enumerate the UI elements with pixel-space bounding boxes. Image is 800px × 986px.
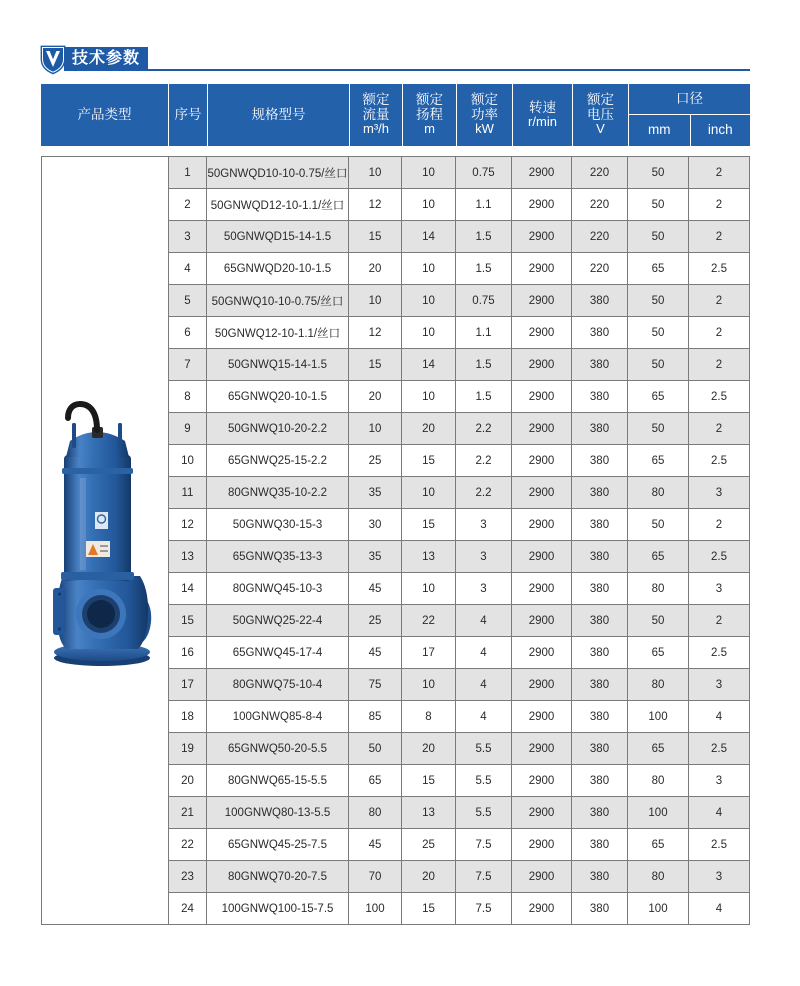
- cell-index: 19: [169, 733, 207, 765]
- cell-model: 65GNWQ45-25-7.5: [207, 829, 349, 861]
- cell-index: 15: [169, 605, 207, 637]
- table-header: [41, 84, 750, 146]
- cell-model: 80GNWQ75-10-4: [207, 669, 349, 701]
- cell-voltage: 380: [572, 701, 628, 733]
- cell-index: 24: [169, 893, 207, 925]
- cell-speed: 2900: [512, 573, 572, 605]
- header-bore-inch: inch: [690, 115, 751, 146]
- cell-speed: 2900: [512, 445, 572, 477]
- cell-power: 7.5: [456, 829, 512, 861]
- cell-head: 10: [402, 285, 456, 317]
- table-row: [169, 477, 750, 509]
- cell-index: 4: [169, 253, 207, 285]
- cell-power: 1.5: [456, 349, 512, 381]
- table-row: [169, 413, 750, 445]
- cell-index: 2: [169, 189, 207, 221]
- cell-flow: 70: [349, 861, 402, 893]
- header-product-type: [41, 84, 168, 146]
- cell-flow: 35: [349, 477, 402, 509]
- cell-model: 80GNWQ35-10-2.2: [207, 477, 349, 509]
- cell-voltage: 220: [572, 253, 628, 285]
- cell-head: 25: [402, 829, 456, 861]
- cell-bore-inch: 2.5: [689, 381, 750, 413]
- cell-index: 20: [169, 765, 207, 797]
- header-speed: [512, 84, 572, 146]
- cell-flow: 85: [349, 701, 402, 733]
- cell-model: 50GNWQ12-10-1.1/丝口: [207, 317, 349, 349]
- cell-bore-inch: 3: [689, 573, 750, 605]
- cell-index: 6: [169, 317, 207, 349]
- cell-speed: 2900: [512, 413, 572, 445]
- cell-speed: 2900: [512, 765, 572, 797]
- cell-speed: 2900: [512, 317, 572, 349]
- cell-speed: 2900: [512, 157, 572, 189]
- table-row: [169, 797, 750, 829]
- cell-power: 1.5: [456, 381, 512, 413]
- cell-power: 3: [456, 509, 512, 541]
- cell-speed: 2900: [512, 669, 572, 701]
- cell-speed: 2900: [512, 221, 572, 253]
- header-bore-units: [629, 115, 750, 146]
- cell-index: 7: [169, 349, 207, 381]
- cell-index: 9: [169, 413, 207, 445]
- cell-power: 4: [456, 669, 512, 701]
- cell-bore-mm: 65: [628, 733, 689, 765]
- cell-index: 8: [169, 381, 207, 413]
- cell-model: 50GNWQ15-14-1.5: [207, 349, 349, 381]
- cell-bore-mm: 50: [628, 221, 689, 253]
- cell-bore-inch: 2.5: [689, 829, 750, 861]
- cell-head: 20: [402, 733, 456, 765]
- cell-power: 1.5: [456, 253, 512, 285]
- cell-bore-inch: 2.5: [689, 541, 750, 573]
- cell-flow: 75: [349, 669, 402, 701]
- cell-index: 11: [169, 477, 207, 509]
- cell-head: 20: [402, 413, 456, 445]
- cell-flow: 65: [349, 765, 402, 797]
- cell-head: 14: [402, 349, 456, 381]
- header-power-line1: 额定: [471, 92, 498, 108]
- cell-bore-mm: 100: [628, 893, 689, 925]
- cell-model: 100GNWQ100-15-7.5: [207, 893, 349, 925]
- cell-power: 7.5: [456, 861, 512, 893]
- cell-voltage: 380: [572, 477, 628, 509]
- table-row: [169, 221, 750, 253]
- cell-bore-mm: 50: [628, 317, 689, 349]
- cell-bore-mm: 50: [628, 157, 689, 189]
- cell-head: 10: [402, 573, 456, 605]
- cell-power: 5.5: [456, 733, 512, 765]
- header-speed-unit: r/min: [528, 114, 557, 129]
- cell-flow: 12: [349, 189, 402, 221]
- cell-model: 80GNWQ45-10-3: [207, 573, 349, 605]
- table-row: [169, 189, 750, 221]
- cell-bore-inch: 2: [689, 221, 750, 253]
- cell-bore-mm: 100: [628, 701, 689, 733]
- cell-bore-mm: 50: [628, 605, 689, 637]
- cell-bore-inch: 2.5: [689, 445, 750, 477]
- cell-power: 2.2: [456, 413, 512, 445]
- table-row: [169, 253, 750, 285]
- cell-bore-inch: 2: [689, 509, 750, 541]
- cell-bore-mm: 65: [628, 445, 689, 477]
- table-row: [169, 445, 750, 477]
- header-flow-line2: 流量: [362, 106, 390, 122]
- cell-voltage: 380: [572, 861, 628, 893]
- cell-bore-inch: 2.5: [689, 733, 750, 765]
- table-row: [169, 541, 750, 573]
- cell-head: 15: [402, 765, 456, 797]
- cell-power: 4: [456, 637, 512, 669]
- cell-voltage: 380: [572, 733, 628, 765]
- cell-head: 10: [402, 157, 456, 189]
- cell-head: 17: [402, 637, 456, 669]
- cell-head: 10: [402, 669, 456, 701]
- cell-bore-inch: 2.5: [689, 253, 750, 285]
- header-flow: [349, 84, 402, 146]
- header-model-label: 规格型号: [251, 106, 306, 122]
- cell-bore-inch: 2: [689, 157, 750, 189]
- cell-bore-inch: 4: [689, 893, 750, 925]
- cell-head: 13: [402, 541, 456, 573]
- cell-speed: 2900: [512, 349, 572, 381]
- header-head-line1: 额定: [416, 92, 443, 108]
- cell-voltage: 380: [572, 317, 628, 349]
- cell-voltage: 220: [572, 221, 628, 253]
- header-bore-label: 口径: [629, 84, 750, 115]
- cell-index: 22: [169, 829, 207, 861]
- cell-head: 15: [402, 509, 456, 541]
- cell-index: 21: [169, 797, 207, 829]
- table-row: [169, 285, 750, 317]
- cell-flow: 20: [349, 253, 402, 285]
- header-flow-unit: m³/h: [363, 121, 389, 137]
- cell-flow: 80: [349, 797, 402, 829]
- cell-model: 100GNWQ80-13-5.5: [207, 797, 349, 829]
- header-index: [168, 84, 207, 146]
- cell-index: 17: [169, 669, 207, 701]
- header-index-label: 序号: [174, 106, 202, 122]
- cell-power: 3: [456, 541, 512, 573]
- cell-model: 80GNWQ65-15-5.5: [207, 765, 349, 797]
- cell-model: 50GNWQ10-20-2.2: [207, 413, 349, 445]
- header-voltage-line2: 电压: [587, 106, 614, 122]
- cell-speed: 2900: [512, 285, 572, 317]
- cell-speed: 2900: [512, 477, 572, 509]
- cell-voltage: 380: [572, 573, 628, 605]
- cell-model: 50GNWQD15-14-1.5: [207, 221, 349, 253]
- cell-model: 65GNWQ25-15-2.2: [207, 445, 349, 477]
- cell-speed: 2900: [512, 701, 572, 733]
- cell-flow: 45: [349, 637, 402, 669]
- cell-head: 10: [402, 381, 456, 413]
- cell-model: 65GNWQ35-13-3: [207, 541, 349, 573]
- cell-power: 4: [456, 605, 512, 637]
- cell-bore-inch: 2: [689, 349, 750, 381]
- cell-voltage: 380: [572, 285, 628, 317]
- cell-bore-mm: 80: [628, 669, 689, 701]
- cell-index: 12: [169, 509, 207, 541]
- title-divider: [64, 69, 750, 71]
- table-row: [169, 861, 750, 893]
- cell-head: 13: [402, 797, 456, 829]
- cell-bore-mm: 50: [628, 285, 689, 317]
- header-model: [207, 84, 349, 146]
- header-voltage: [572, 84, 628, 146]
- header-power-line2: 功率: [471, 106, 498, 122]
- cell-power: 4: [456, 701, 512, 733]
- cell-speed: 2900: [512, 381, 572, 413]
- cell-speed: 2900: [512, 829, 572, 861]
- cell-flow: 45: [349, 829, 402, 861]
- cell-speed: 2900: [512, 861, 572, 893]
- cell-model: 80GNWQ70-20-7.5: [207, 861, 349, 893]
- cell-voltage: 380: [572, 349, 628, 381]
- submersible-pump-image: [41, 156, 168, 924]
- cell-flow: 35: [349, 541, 402, 573]
- cell-flow: 10: [349, 157, 402, 189]
- cell-bore-mm: 50: [628, 413, 689, 445]
- cell-bore-inch: 3: [689, 765, 750, 797]
- cell-power: 1.5: [456, 221, 512, 253]
- header-head-line2: 扬程: [416, 106, 443, 122]
- cell-model: 100GNWQ85-8-4: [207, 701, 349, 733]
- cell-voltage: 380: [572, 797, 628, 829]
- cell-voltage: 380: [572, 765, 628, 797]
- header-power: [456, 84, 512, 146]
- cell-head: 15: [402, 445, 456, 477]
- table-row: [169, 701, 750, 733]
- cell-flow: 45: [349, 573, 402, 605]
- cell-index: 1: [169, 157, 207, 189]
- cell-power: 1.1: [456, 189, 512, 221]
- cell-index: 14: [169, 573, 207, 605]
- cell-power: 7.5: [456, 893, 512, 925]
- cell-flow: 50: [349, 733, 402, 765]
- cell-flow: 100: [349, 893, 402, 925]
- cell-bore-mm: 65: [628, 253, 689, 285]
- cell-index: 5: [169, 285, 207, 317]
- cell-model: 65GNWQ50-20-5.5: [207, 733, 349, 765]
- table-row: [169, 317, 750, 349]
- cell-head: 10: [402, 477, 456, 509]
- cell-speed: 2900: [512, 253, 572, 285]
- cell-bore-mm: 50: [628, 349, 689, 381]
- cell-model: 50GNWQD10-10-0.75/丝口: [207, 157, 349, 189]
- table-row: [169, 669, 750, 701]
- cell-voltage: 380: [572, 445, 628, 477]
- cell-voltage: 220: [572, 157, 628, 189]
- cell-model: 65GNWQ45-17-4: [207, 637, 349, 669]
- cell-bore-mm: 65: [628, 381, 689, 413]
- table-row: [169, 733, 750, 765]
- cell-index: 23: [169, 861, 207, 893]
- header-flow-line1: 额定: [362, 92, 390, 108]
- cell-voltage: 380: [572, 637, 628, 669]
- cell-flow: 30: [349, 509, 402, 541]
- header-product-type-label: 产品类型: [77, 106, 132, 122]
- cell-voltage: 380: [572, 605, 628, 637]
- cell-bore-mm: 80: [628, 861, 689, 893]
- cell-power: 0.75: [456, 285, 512, 317]
- cell-flow: 15: [349, 221, 402, 253]
- cell-flow: 10: [349, 413, 402, 445]
- cell-voltage: 380: [572, 413, 628, 445]
- cell-model: 50GNWQ10-10-0.75/丝口: [207, 285, 349, 317]
- cell-model: 50GNWQ25-22-4: [207, 605, 349, 637]
- table-row: [169, 637, 750, 669]
- table-row: [169, 893, 750, 925]
- cell-speed: 2900: [512, 189, 572, 221]
- cell-power: 1.1: [456, 317, 512, 349]
- cell-bore-mm: 65: [628, 829, 689, 861]
- cell-bore-inch: 2.5: [689, 637, 750, 669]
- table-row: [169, 605, 750, 637]
- header-voltage-line1: 额定: [587, 92, 614, 108]
- cell-bore-inch: 4: [689, 701, 750, 733]
- cell-voltage: 380: [572, 829, 628, 861]
- cell-index: 10: [169, 445, 207, 477]
- cell-speed: 2900: [512, 541, 572, 573]
- table-row: [169, 381, 750, 413]
- cell-index: 16: [169, 637, 207, 669]
- table-body: [168, 156, 750, 925]
- cell-model: 65GNWQD20-10-1.5: [207, 253, 349, 285]
- cell-power: 2.2: [456, 445, 512, 477]
- cell-flow: 25: [349, 445, 402, 477]
- cell-head: 22: [402, 605, 456, 637]
- cell-voltage: 220: [572, 189, 628, 221]
- cell-bore-mm: 80: [628, 477, 689, 509]
- cell-power: 3: [456, 573, 512, 605]
- cell-bore-inch: 2: [689, 605, 750, 637]
- header-voltage-unit: V: [596, 121, 605, 137]
- cell-speed: 2900: [512, 893, 572, 925]
- cell-speed: 2900: [512, 637, 572, 669]
- cell-index: 18: [169, 701, 207, 733]
- cell-head: 10: [402, 253, 456, 285]
- cell-head: 10: [402, 317, 456, 349]
- cell-power: 2.2: [456, 477, 512, 509]
- cell-bore-inch: 3: [689, 861, 750, 893]
- cell-flow: 12: [349, 317, 402, 349]
- cell-bore-inch: 2: [689, 317, 750, 349]
- cell-speed: 2900: [512, 797, 572, 829]
- cell-head: 14: [402, 221, 456, 253]
- cell-head: 10: [402, 189, 456, 221]
- cell-flow: 10: [349, 285, 402, 317]
- header-bore-mm: mm: [648, 122, 671, 138]
- cell-bore-mm: 80: [628, 765, 689, 797]
- cell-voltage: 380: [572, 509, 628, 541]
- cell-head: 8: [402, 701, 456, 733]
- cell-speed: 2900: [512, 733, 572, 765]
- cell-speed: 2900: [512, 509, 572, 541]
- table-row: [169, 509, 750, 541]
- cell-bore-inch: 3: [689, 669, 750, 701]
- cell-voltage: 380: [572, 893, 628, 925]
- header-bore: [628, 84, 750, 146]
- table-row: [169, 573, 750, 605]
- cell-index: 3: [169, 221, 207, 253]
- cell-bore-inch: 4: [689, 797, 750, 829]
- cell-index: 13: [169, 541, 207, 573]
- cell-voltage: 380: [572, 541, 628, 573]
- cell-bore-inch: 2: [689, 413, 750, 445]
- table-row: [169, 829, 750, 861]
- cell-voltage: 380: [572, 669, 628, 701]
- cell-power: 5.5: [456, 797, 512, 829]
- cell-bore-mm: 65: [628, 637, 689, 669]
- header-head: [402, 84, 456, 146]
- cell-bore-mm: 100: [628, 797, 689, 829]
- cell-model: 50GNWQD12-10-1.1/丝口: [207, 189, 349, 221]
- table-row: [169, 349, 750, 381]
- cell-speed: 2900: [512, 605, 572, 637]
- cell-bore-inch: 2: [689, 189, 750, 221]
- cell-flow: 25: [349, 605, 402, 637]
- header-speed-line1: 转速: [529, 99, 556, 115]
- cell-bore-mm: 65: [628, 541, 689, 573]
- cell-bore-mm: 50: [628, 189, 689, 221]
- cell-model: 50GNWQ30-15-3: [207, 509, 349, 541]
- cell-flow: 15: [349, 349, 402, 381]
- cell-bore-mm: 80: [628, 573, 689, 605]
- table-row: [169, 765, 750, 797]
- header-power-unit: kW: [475, 121, 494, 137]
- cell-bore-inch: 2: [689, 285, 750, 317]
- section-title: 技术参数: [64, 47, 148, 71]
- cell-head: 15: [402, 893, 456, 925]
- cell-model: 65GNWQ20-10-1.5: [207, 381, 349, 413]
- cell-power: 0.75: [456, 157, 512, 189]
- cell-power: 5.5: [456, 765, 512, 797]
- cell-bore-mm: 50: [628, 509, 689, 541]
- cell-bore-inch: 3: [689, 477, 750, 509]
- cell-voltage: 380: [572, 381, 628, 413]
- table-row: [169, 157, 750, 189]
- cell-flow: 20: [349, 381, 402, 413]
- cell-head: 20: [402, 861, 456, 893]
- header-head-unit: m: [424, 121, 435, 137]
